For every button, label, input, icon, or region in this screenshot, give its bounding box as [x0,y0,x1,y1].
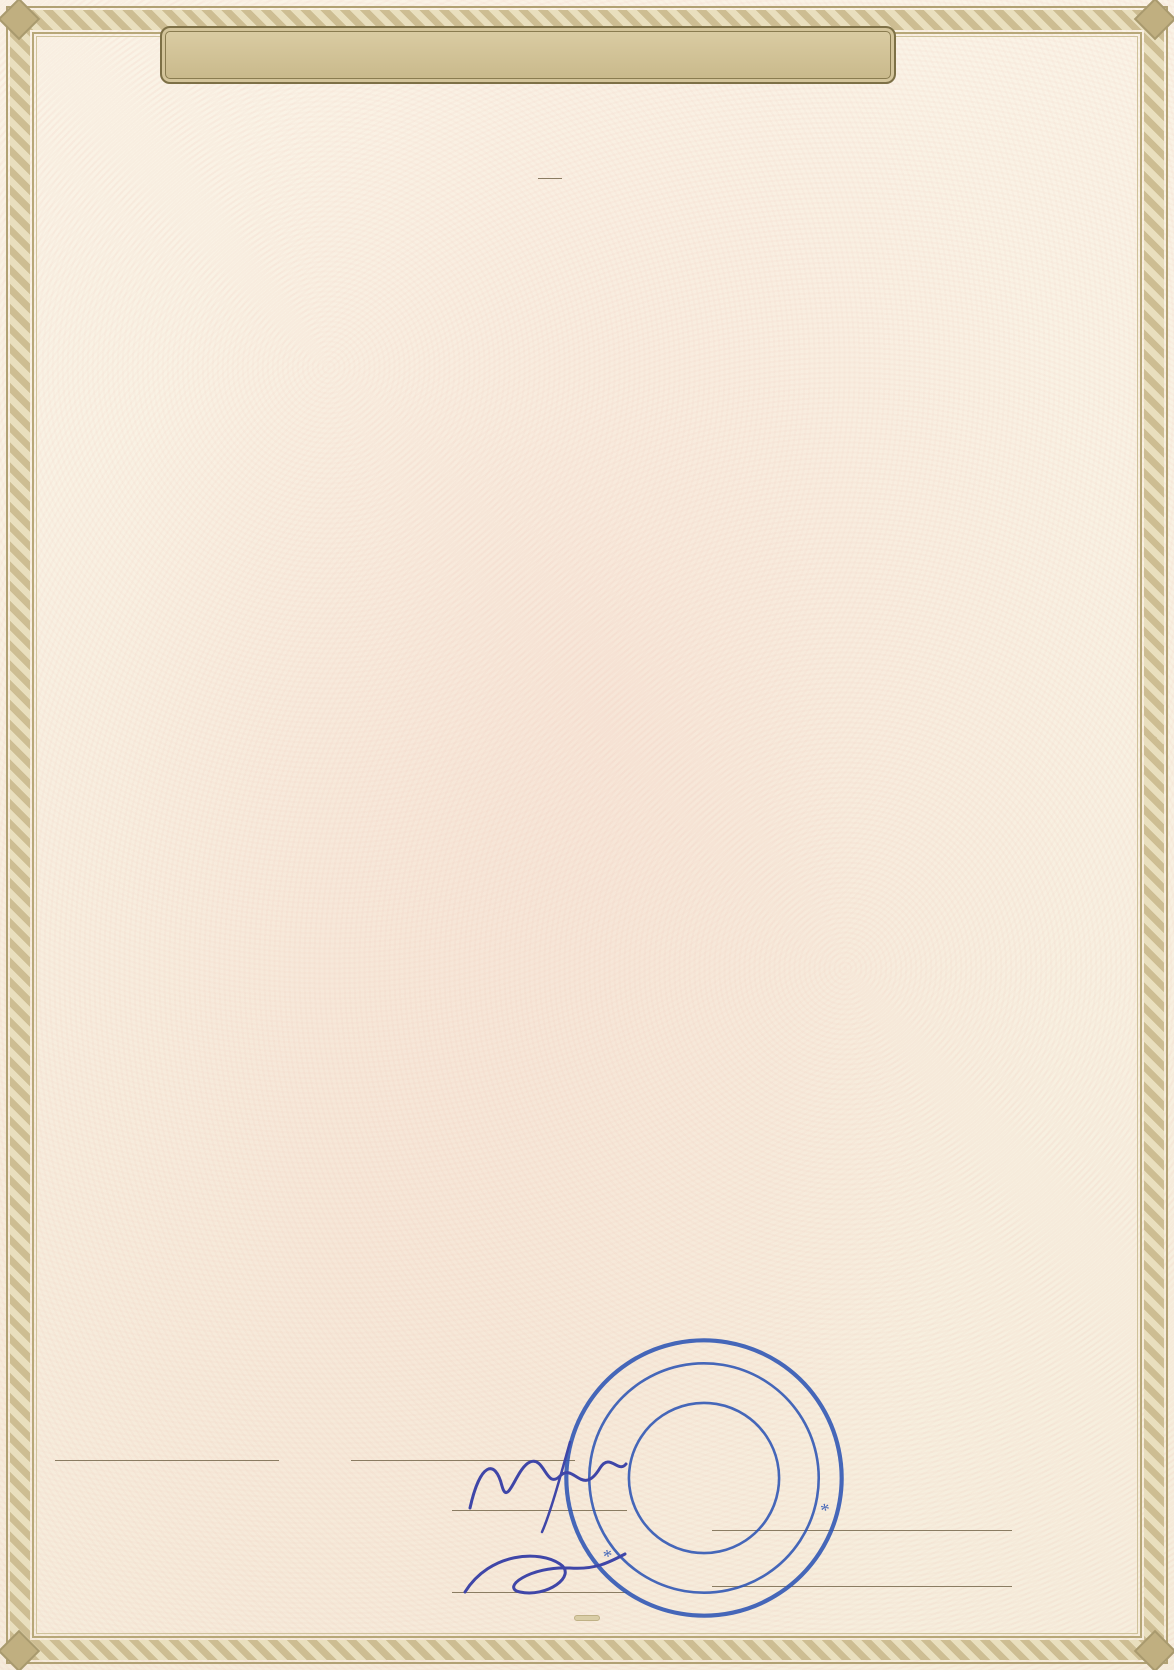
section-applicant [42,378,1114,406]
section-certification-body [42,240,1114,268]
frame-corner [0,0,40,40]
frame-corner [1134,1630,1174,1670]
frame-corner [1134,0,1174,40]
certificate-number [538,174,562,179]
union-banner [160,26,896,84]
expert-signature-autograph [450,1542,640,1612]
document-title [230,102,870,120]
section-requirements [42,850,1114,852]
certificate-number-line [250,160,850,185]
stamp-star-right: * [818,1499,833,1522]
stamp-star-left: * [601,1545,616,1568]
qr-code-icon [880,92,992,204]
section-manufacturer [42,514,1114,542]
section-issued-basis [42,1026,1114,1032]
section-additional-info [42,1324,1114,1326]
frame-corner [0,1630,40,1670]
head-signature-autograph [450,1428,640,1538]
validity-from-date [55,1457,279,1461]
section-products [42,636,1114,672]
series-line [250,200,850,225]
section-tnved-code [42,800,1114,830]
eac-conformity-mark-icon [128,124,224,220]
